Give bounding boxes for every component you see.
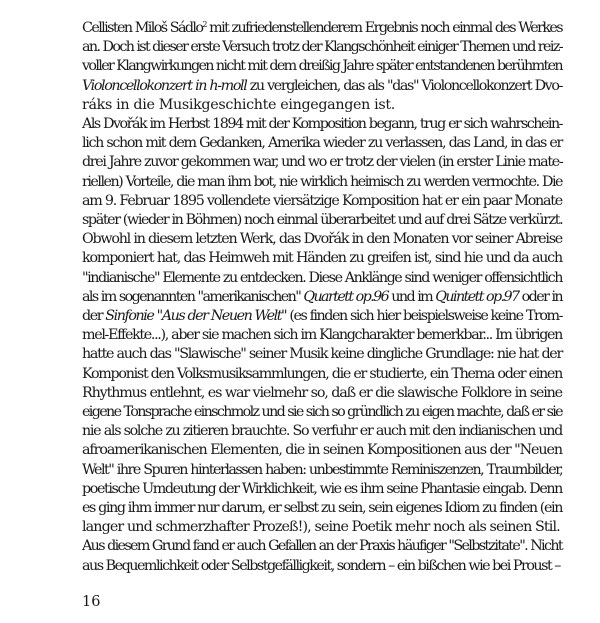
text-run: nie als solche zu zitieren brauchte. So verfuhr er auch mit den indianischen und	[82, 423, 562, 440]
text-line	[82, 345, 562, 364]
italic-title: Violoncellokonzert in h-moll	[82, 77, 247, 94]
text-line	[82, 326, 562, 345]
text-run: komponiert hat, das Heimweh mit Händen zu greifen ist, sind hie und da auch	[82, 250, 562, 267]
text-line	[82, 461, 562, 480]
text-run: langer und schmerzhafter Prozeß!), seine Poetik mehr noch als seinen Stil.	[82, 519, 560, 536]
text-run: an. Doch ist dieser erste Versuch trotz der Klangschönheit einiger Themen und reiz-	[82, 39, 562, 56]
text-line	[82, 403, 562, 422]
italic-title: Quartett op.96	[303, 288, 389, 305]
text-run: der	[82, 308, 106, 325]
text-line	[82, 307, 562, 326]
text-run: mel-Effekte...), aber sie machen sich im Klangcharakter bemerkbar... Im übrigen	[82, 327, 562, 344]
text-run: Aus diesem Grund fand er auch Gefallen an der Praxis häufiger "Selbstzitate". Nicht	[82, 538, 562, 555]
text-run: als im sogenannten "amerikanischen"	[82, 288, 304, 305]
text-line	[82, 96, 562, 115]
text-run: hatte auch das "Slawische" seiner Musik keine dingliche Grundlage: nie hat der	[82, 346, 562, 363]
text-run: aus Bequemlichkeit oder Selbstgefälligkeit, sondern – ein bißchen wie bei Proust –	[82, 557, 560, 574]
text-line	[82, 499, 562, 518]
text-line	[82, 288, 562, 307]
text-line	[82, 537, 562, 556]
footnote-marker: 2	[202, 20, 206, 29]
text-run: "indianische" Elemente zu entdecken. Diese Anklänge sind weniger offensichtlich	[82, 269, 562, 286]
text-line	[82, 365, 562, 384]
text-line	[82, 230, 562, 249]
text-line	[82, 557, 562, 576]
text-run: es ging ihm immer nur darum, er selbst zu sein, sein eigenes Idiom zu finden (ein	[82, 500, 563, 517]
text-run: zu vergleichen, das als "das" Violoncellokonzert Dvo-	[246, 77, 562, 94]
text-run: poetische Umdeutung der Wirklichkeit, wie es ihm seine Phantasie eingab. Denn	[82, 480, 562, 497]
page-number: 16	[82, 594, 101, 610]
text-run: riellen) Vorteile, die man ihm bot, nie wirklich heimisch zu werden vermochte. Die	[82, 173, 562, 190]
text-line	[82, 480, 562, 499]
text-run: lich schon mit dem Gedanken, Amerika wieder zu verlassen, das Land, in das er	[82, 135, 562, 152]
text-line	[82, 422, 562, 441]
text-line	[82, 57, 562, 76]
text-run: Cellisten Miloš Sádlo	[82, 20, 203, 36]
text-line	[82, 38, 562, 57]
text-run: eigene Tonsprache einschmolz und sie sich so gründlich zu eigen machte, daß er sie	[82, 404, 562, 421]
text-line	[82, 211, 562, 230]
text-line	[82, 115, 562, 134]
text-line	[82, 19, 562, 38]
text-run: Welt" ihre Spuren hinterlassen haben: unbestimmte Reminiszenzen, Traumbilder,	[82, 461, 562, 478]
text-line	[82, 384, 562, 403]
text-run: Rhythmus entlehnt, es war vielmehr so, daß er die slawische Folklore in seine	[82, 384, 562, 401]
text-run: voller Klangwirkungen nicht mit dem dreißig Jahre später entstandenen berühmten	[82, 58, 562, 75]
text-run: später (wieder in Böhmen) noch einmal überarbeitet und auf drei Sätze verkürzt.	[82, 212, 563, 229]
text-line	[82, 134, 562, 153]
text-run: oder in	[518, 288, 563, 305]
text-line	[82, 153, 562, 172]
text-line	[82, 518, 562, 537]
text-run: Obwohl in diesem letzten Werk, das Dvořák in den Monaten vor seiner Abreise	[82, 231, 562, 248]
text-run: Komponist den Volksmusiksammlungen, die er studierte, ein Thema oder einen	[82, 365, 562, 382]
text-line	[82, 249, 562, 268]
text-run: Als Dvořák im Herbst 1894 mit der Komposition begann, trug er sich wahrschein-	[82, 116, 562, 133]
text-run: ráks in die Musikgeschichte eingegangen ist.	[82, 96, 395, 113]
text-line	[82, 441, 562, 460]
body-text	[82, 19, 562, 576]
text-run: mit zufriedenstellenderem Ergebnis noch einmal des Werkes	[205, 20, 562, 36]
text-line	[82, 173, 562, 192]
text-run: (es finden sich hier beispielsweise keine Trom-	[286, 308, 562, 325]
text-run: afroamerikanischen Elementen, die in seinen Kompositionen aus der "Neuen	[82, 442, 562, 459]
text-run: drei Jahre zuvor gekommen war, und wo er trotz der vielen (in erster Linie mate-	[82, 154, 563, 171]
text-run: am 9. Februar 1895 vollendete viersätzige Komposition hat er ein paar Monate	[82, 192, 562, 209]
italic-title: Sinfonie "Aus der Neuen Welt"	[105, 308, 287, 325]
text-line	[82, 77, 562, 96]
text-run: und im	[388, 288, 436, 305]
text-line	[82, 269, 562, 288]
italic-title: Quintett op.97	[435, 288, 519, 305]
text-line	[82, 192, 562, 211]
